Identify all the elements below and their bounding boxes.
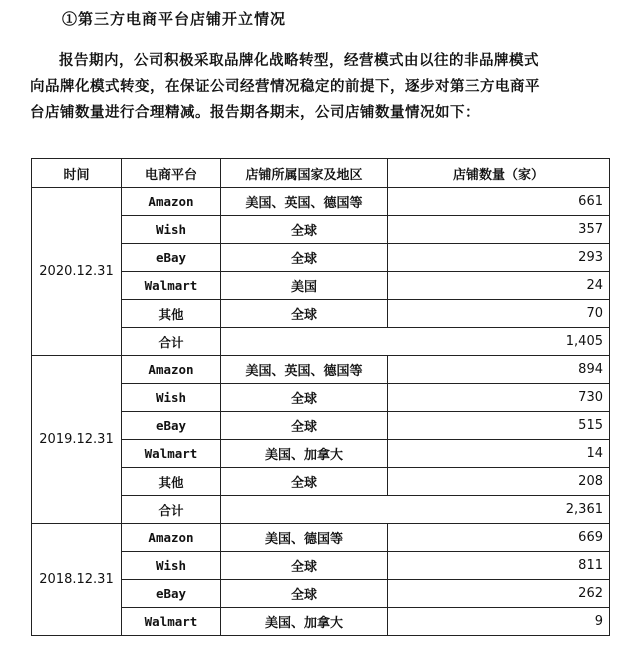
region-cell: 美国、加拿大 bbox=[221, 440, 388, 468]
platform-cell: 其他 bbox=[122, 468, 221, 496]
table-row bbox=[32, 188, 610, 216]
header-region: 店铺所属国家及地区 bbox=[221, 159, 388, 188]
table-header-row bbox=[32, 159, 610, 188]
count-cell: 70 bbox=[388, 300, 610, 328]
paragraph-line: 向品牌化模式转变，在保证公司经营情况稳定的前提下，逐步对第三方电商平 bbox=[30, 78, 540, 95]
count-cell: 515 bbox=[388, 412, 610, 440]
region-cell: 全球 bbox=[221, 244, 388, 272]
count-cell: 811 bbox=[388, 552, 610, 580]
count-cell: 208 bbox=[388, 468, 610, 496]
platform-cell: Wish bbox=[122, 552, 221, 580]
platform-cell: Amazon bbox=[122, 356, 221, 384]
header-platform: 电商平台 bbox=[122, 159, 221, 188]
region-cell: 全球 bbox=[221, 580, 388, 608]
platform-cell: eBay bbox=[122, 580, 221, 608]
platform-cell: 其他 bbox=[122, 300, 221, 328]
region-cell: 全球 bbox=[221, 412, 388, 440]
store-count-table bbox=[31, 158, 610, 636]
count-cell: 9 bbox=[388, 608, 610, 636]
region-cell: 全球 bbox=[221, 384, 388, 412]
region-cell: 全球 bbox=[221, 468, 388, 496]
region-cell: 全球 bbox=[221, 216, 388, 244]
count-cell: 293 bbox=[388, 244, 610, 272]
region-cell: 全球 bbox=[221, 300, 388, 328]
count-cell: 669 bbox=[388, 524, 610, 552]
platform-cell: Walmart bbox=[122, 440, 221, 468]
total-cell: 2,361 bbox=[221, 496, 610, 524]
platform-cell: eBay bbox=[122, 244, 221, 272]
header-count: 店铺数量（家） bbox=[388, 159, 610, 188]
platform-cell: Amazon bbox=[122, 524, 221, 552]
total-cell: 1,405 bbox=[221, 328, 610, 356]
total-label: 合计 bbox=[122, 328, 221, 356]
count-cell: 730 bbox=[388, 384, 610, 412]
region-cell: 美国、加拿大 bbox=[221, 608, 388, 636]
region-cell: 全球 bbox=[221, 552, 388, 580]
paragraph-line: 台店铺数量进行合理精减。报告期各期末，公司店铺数量情况如下： bbox=[30, 104, 480, 121]
region-cell: 美国、英国、德国等 bbox=[221, 188, 388, 216]
period-cell: 2019.12.31 bbox=[32, 356, 122, 524]
count-cell: 24 bbox=[388, 272, 610, 300]
platform-cell: Walmart bbox=[122, 272, 221, 300]
count-cell: 661 bbox=[388, 188, 610, 216]
platform-cell: Wish bbox=[122, 384, 221, 412]
count-cell: 14 bbox=[388, 440, 610, 468]
total-label: 合计 bbox=[122, 496, 221, 524]
period-cell: 2018.12.31 bbox=[32, 524, 122, 636]
region-cell: 美国、德国等 bbox=[221, 524, 388, 552]
table-row bbox=[32, 356, 610, 384]
platform-cell: Walmart bbox=[122, 608, 221, 636]
section-heading: ①第三方电商平台店铺开立情况 bbox=[62, 10, 287, 28]
header-period: 时间 bbox=[32, 159, 122, 188]
count-cell: 357 bbox=[388, 216, 610, 244]
count-cell: 262 bbox=[388, 580, 610, 608]
platform-cell: Amazon bbox=[122, 188, 221, 216]
platform-cell: Wish bbox=[122, 216, 221, 244]
intro-paragraph bbox=[30, 48, 604, 126]
count-cell: 894 bbox=[388, 356, 610, 384]
paragraph-line: 报告期内，公司积极采取品牌化战略转型，经营模式由以往的非品牌模式 bbox=[59, 52, 539, 69]
region-cell: 美国、英国、德国等 bbox=[221, 356, 388, 384]
table-row bbox=[32, 524, 610, 552]
platform-cell: eBay bbox=[122, 412, 221, 440]
region-cell: 美国 bbox=[221, 272, 388, 300]
period-cell: 2020.12.31 bbox=[32, 188, 122, 356]
